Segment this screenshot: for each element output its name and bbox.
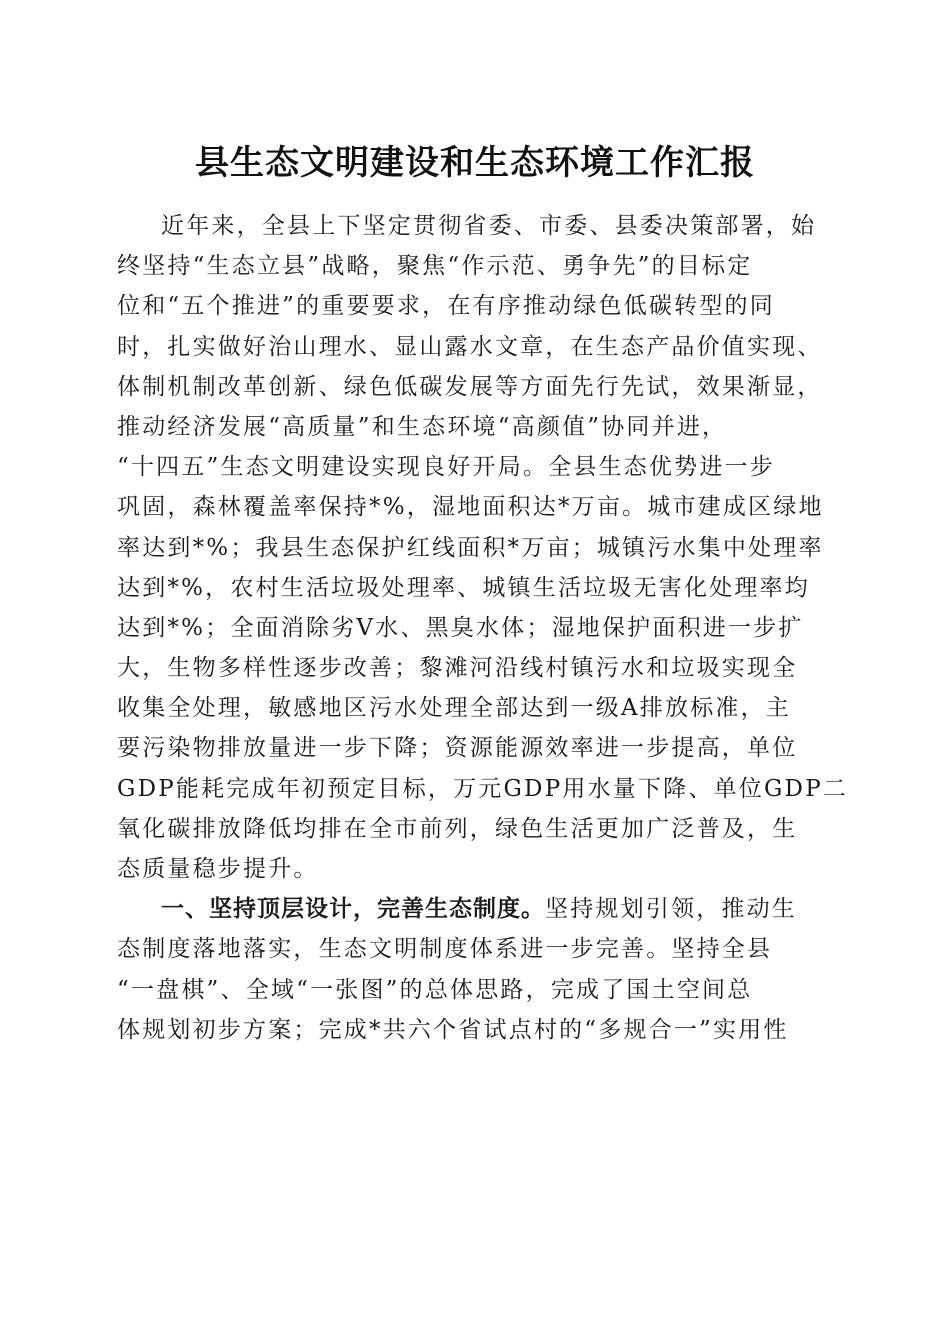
body-line: 巩固，森林覆盖率保持*%，湿地面积达*万亩。城市建成区绿地 <box>117 494 824 521</box>
body-line: 态制度落地落实，生态文明制度体系进一步完善。坚持全县 <box>117 936 773 963</box>
section-first-line <box>117 889 823 929</box>
body-line: 氧化碳排放降低均排在全市前列，绿色生活更加广泛普及，生 <box>117 815 798 842</box>
document-title: 县生态文明建设和生态环境工作汇报 <box>195 143 755 183</box>
section-heading: 一、坚持顶层设计，完善生态制度。 <box>161 896 545 923</box>
body-line: 达到*%；全面消除劣Ⅴ水、黑臭水体；湿地保护面积进一步扩 <box>117 614 804 641</box>
document-body <box>117 206 849 1050</box>
body-line: 近年来，全县上下坚定贯彻省委、市委、县委决策部署，始 <box>161 213 817 239</box>
body-line: “一盘棋”、全域“一张图”的总体思路，完成了国土空间总 <box>117 976 753 1003</box>
body-line: 要污染物排放量进一步下降；资源能源效率进一步提高，单位 <box>117 735 798 762</box>
body-line: 推动经济发展“高质量”和生态环境“高颜值”协同并进， <box>117 413 728 440</box>
body-line: 收集全处理，敏感地区污水处理全部达到一级A排放标准，主 <box>117 695 792 722</box>
body-line: 位和“五个推进”的重要要求，在有序推动绿色低碳转型的同 <box>117 293 775 320</box>
body-line: 时，扎实做好治山理水、显山露水文章，在生态产品价值实现、 <box>117 333 823 360</box>
body-line: 大，生物多样性逐步改善；黎滩河沿线村镇污水和垃圾实现全 <box>117 655 798 682</box>
body-line: 体制机制改革创新、绿色低碳发展等方面先行先试，效果渐显， <box>117 373 823 400</box>
body-line: “十四五”生态文明建设实现良好开局。全县生态优势进一步 <box>117 454 775 481</box>
body-line: 体规划初步方案；完成*共六个省试点村的“多规合一”实用性 <box>117 1016 789 1043</box>
body-line: 态质量稳步提升。 <box>117 856 319 882</box>
body-line: GDP能耗完成年初预定目标，万元GDP用水量下降、单位GDP二 <box>117 775 849 802</box>
body-line: 率达到*%；我县生态保护红线面积*万亩；城镇污水集中处理率 <box>117 534 824 561</box>
body-line: 达到*%，农村生活垃圾处理率、城镇生活垃圾无害化处理率均 <box>117 574 810 601</box>
section-text: 坚持规划引领，推动生 <box>545 896 797 923</box>
body-line: 终坚持“生态立县”战略，聚焦“作示范、勇争先”的目标定 <box>117 253 753 280</box>
